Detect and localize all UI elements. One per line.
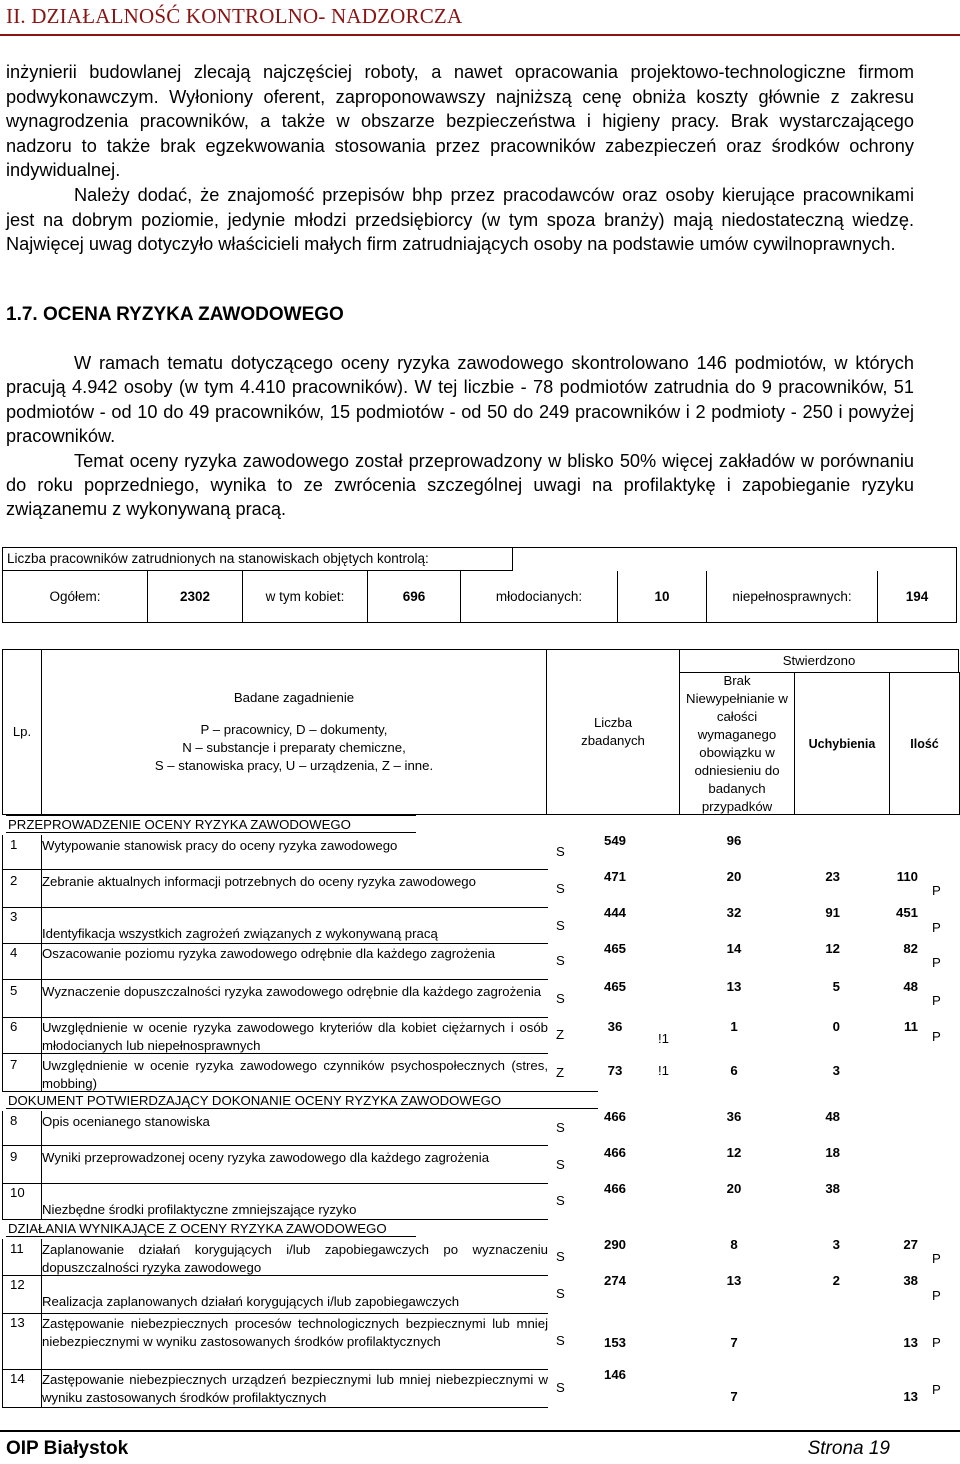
header-ilosc-text: Ilość — [910, 736, 939, 751]
row-count: 36 — [607, 1019, 623, 1034]
row-lp: 7 — [10, 1057, 18, 1072]
table-row — [2, 981, 960, 1017]
row-p-marker: P — [932, 1382, 941, 1397]
row-code: Z — [556, 1027, 565, 1042]
group-title: DZIAŁANIA WYNIKAJĄCE Z OCENY RYZYKA ZAWODOWEGO — [6, 1219, 416, 1237]
row-brak: 1 — [730, 1019, 738, 1034]
table-row-separator — [2, 1183, 548, 1184]
table-grid-line — [41, 1239, 42, 1407]
row-code: S — [556, 1333, 565, 1348]
row-code: S — [556, 1286, 565, 1301]
row-count: 153 — [603, 1335, 626, 1350]
header-brak — [679, 672, 795, 815]
header-count-text: Liczba zbadanych — [581, 715, 645, 748]
header-lp — [2, 649, 42, 815]
row-mark: !1 — [658, 1063, 669, 1078]
row-uchybienia: 48 — [825, 1109, 840, 1124]
row-brak: 36 — [726, 1109, 742, 1124]
row-brak: 14 — [726, 941, 742, 956]
stats-juvenile-label: młodocianych: — [495, 589, 583, 604]
section-paragraph-1: W ramach tematu dotyczącego oceny ryzyka zawodowego skontrolowano 146 podmiotów, w których pracują 4.942 osoby (w tym 4.410 pracowników). W tej liczbie - 78 podmiotów zatrudnia do 9 pracowników, 51 podmiotów - od 10 do 49 pracowników, 15 podmiotów - od 50 do 249 pracowników i 2 podmioty - 250 i powyżej pracowników. — [6, 353, 914, 447]
row-lp: 5 — [10, 983, 18, 998]
row-p-marker: P — [932, 1335, 941, 1350]
row-mark: !1 — [658, 1031, 669, 1046]
row-ilosc: 82 — [903, 941, 918, 956]
table-row — [2, 1313, 960, 1369]
table-row-separator — [2, 907, 548, 908]
row-uchybienia: 0 — [832, 1019, 840, 1034]
row-description: Zaplanowanie działań korygujących i/lub zapobiegawczych po wyznaczeniu dopuszczalności ryzyka zawodowego — [42, 1242, 548, 1275]
row-uchybienia: 12 — [825, 941, 840, 956]
row-description: Identyfikacja wszystkich zagrożeń związanych z wykonywaną pracą — [42, 926, 438, 941]
row-uchybienia: 38 — [825, 1181, 840, 1196]
table-row — [2, 871, 960, 907]
row-ilosc: 27 — [903, 1237, 918, 1252]
table-row — [2, 1369, 960, 1407]
intro-paragraph-2: Należy dodać, że znajomość przepisów bhp przez pracodawców oraz osoby kierujące pracownikami jest na dobrym poziomie, jedynie młodzi przedsiębiorcy (w tym spoza branży) mają niedostateczną wiedzę. Najwięcej uwag dotyczyło właścicieli małych firm zatrudniających osoby na podstawie umów cywilnoprawnych. — [6, 184, 914, 255]
table-row-separator — [2, 1313, 548, 1314]
row-uchybienia: 3 — [832, 1237, 840, 1252]
row-count: 471 — [603, 869, 626, 884]
row-brak: 32 — [726, 905, 742, 920]
table-row-separator — [2, 1145, 548, 1146]
row-description: Uwzględnienie w ocenie ryzyka zawodowego czynników psychospołecznych (stres, mobbing) — [42, 1058, 548, 1091]
row-count: 466 — [603, 1145, 626, 1160]
row-p-marker: P — [932, 1251, 941, 1266]
table-row-separator — [2, 1369, 548, 1370]
table-row — [2, 1111, 960, 1145]
row-count: 146 — [603, 1367, 626, 1382]
row-lp: 6 — [10, 1019, 18, 1034]
stats-women-label: w tym kobiet: — [265, 589, 345, 604]
table-row-separator — [2, 1091, 548, 1092]
row-description: Niezbędne środki profilaktyczne zmniejszające ryzyko — [42, 1202, 357, 1217]
row-uchybienia: 2 — [832, 1273, 840, 1288]
row-count: 290 — [603, 1237, 626, 1252]
table-row — [2, 1275, 960, 1313]
row-count: 466 — [603, 1109, 626, 1124]
header-topic-title: Badane zagadnienie — [233, 690, 355, 705]
row-code: S — [556, 881, 565, 896]
row-lp: 2 — [10, 873, 18, 888]
row-lp: 8 — [10, 1113, 18, 1128]
row-lp: 9 — [10, 1149, 18, 1164]
row-description: Wytypowanie stanowisk pracy do oceny ryzyka zawodowego — [42, 838, 398, 853]
table-grid-line — [41, 1111, 42, 1219]
row-ilosc: 110 — [896, 869, 918, 884]
header-topic-legend-2: N – substancje i preparaty chemiczne, — [182, 740, 406, 755]
table-row-separator — [2, 869, 548, 870]
chapter-title: II. DZIAŁALNOŚĆ KONTROLNO- NADZORCZA — [6, 4, 463, 28]
stats-women-value: 696 — [367, 571, 461, 622]
header-count — [546, 649, 680, 815]
table-row-separator — [2, 979, 548, 980]
row-lp: 10 — [10, 1185, 25, 1200]
row-ilosc: 38 — [903, 1273, 918, 1288]
row-brak: 12 — [726, 1145, 742, 1160]
footer-rule — [0, 1430, 960, 1432]
row-uchybienia: 3 — [832, 1063, 840, 1078]
row-p-marker: P — [932, 920, 941, 935]
row-brak: 20 — [726, 869, 742, 884]
row-ilosc: 13 — [903, 1335, 918, 1350]
table-row-separator — [2, 1053, 548, 1054]
row-brak: 7 — [730, 1389, 738, 1404]
table-row — [2, 835, 960, 869]
row-description: Realizacja zaplanowanych działań korygujących i/lub zapobiegawczych — [42, 1294, 460, 1309]
row-description: Zastępowanie niebezpiecznych procesów technologicznych bezpiecznymi lub mniej niebezpiecznymi w wyniku zastosowanych środków profilaktycznych — [42, 1316, 548, 1349]
row-code: S — [556, 1157, 565, 1172]
stats-caption: Liczba pracowników zatrudnionych na stanowiskach objętych kontrolą: — [3, 548, 513, 571]
row-p-marker: P — [932, 1029, 941, 1044]
table-row — [2, 1017, 960, 1053]
header-uchybienia — [794, 672, 890, 815]
stats-row — [3, 571, 956, 622]
row-lp: 13 — [10, 1315, 25, 1330]
row-brak: 13 — [726, 979, 742, 994]
row-lp: 1 — [10, 837, 18, 852]
row-count: 73 — [607, 1063, 623, 1078]
table-row-separator — [2, 1219, 548, 1220]
row-p-marker: P — [932, 955, 941, 970]
row-ilosc: 11 — [904, 1019, 918, 1034]
table-header — [2, 649, 960, 815]
row-count: 465 — [603, 979, 626, 994]
footer-page-number: Strona 19 — [807, 1438, 890, 1459]
row-brak: 7 — [730, 1335, 738, 1350]
row-description: Zebranie aktualnych informacji potrzebnych do oceny ryzyka zawodowego — [42, 874, 476, 889]
row-code: S — [556, 953, 565, 968]
row-description: Zastępowanie niebezpiecznych urządzeń bezpiecznymi lub mniej niebezpiecznymi w wyniku zastosowanych środków profilaktycznych — [42, 1372, 548, 1405]
row-ilosc: 48 — [903, 979, 918, 994]
header-uchybienia-text: Uchybienia — [808, 736, 876, 751]
row-brak: 96 — [726, 833, 742, 848]
table-row-separator — [2, 1017, 548, 1018]
row-ilosc: 13 — [903, 1389, 918, 1404]
header-ilosc — [889, 672, 960, 815]
table-row — [2, 907, 960, 945]
row-ilosc: 451 — [895, 905, 918, 920]
row-code: S — [556, 1249, 565, 1264]
header-stwierdzono-text: Stwierdzono — [782, 653, 856, 668]
row-description: Wyznaczenie dopuszczalności ryzyka zawodowego odrębnie dla każdego zagrożenia — [42, 984, 542, 999]
section-heading: 1.7. OCENA RYZYKA ZAWODOWEGO — [6, 304, 344, 325]
row-code: S — [556, 1193, 565, 1208]
header-lp-text: Lp. — [12, 724, 32, 739]
row-uchybienia: 5 — [832, 979, 840, 994]
row-brak: 6 — [730, 1063, 738, 1078]
intro-paragraph-1: inżynierii budowlanej zlecają najczęściej roboty, a nawet opracowania projektowo-technologiczne firmom podwykonawczym. Wyłoniony oferent, zaproponowawszy najniższą cenę obniża koszty głównie z zakresu wynagrodzenia pracowników, a także w obszarze bezpieczeństwa i higieny pracy. Brak wystarczającego nadzoru to także brak egzekwowania stosowania przez pracowników zabezpieczeń oraz środków ochrony indywidualnej. — [6, 62, 914, 181]
table-row — [2, 1239, 960, 1275]
row-code: S — [556, 1120, 565, 1135]
header-topic-legend-1: P – pracownicy, D – dokumenty, — [200, 722, 388, 737]
section-paragraph-2: Temat oceny ryzyka zawodowego został przeprowadzony w blisko 50% więcej zakładów w porównaniu do roku poprzedniego, wynika to ze zwrócenia szczególnej uwagi na profilaktykę i zapobieganie ryzyku związanemu z wykonywaną pracą. — [6, 450, 914, 520]
table-grid-line — [2, 1239, 3, 1407]
row-count: 466 — [603, 1181, 626, 1196]
page-footer — [0, 1430, 960, 1464]
row-count: 274 — [603, 1273, 626, 1288]
table-row-separator — [2, 1407, 548, 1408]
stats-juvenile-value: 10 — [617, 571, 707, 622]
row-p-marker: P — [932, 993, 941, 1008]
footer-office: OIP Białystok — [6, 1438, 129, 1459]
row-lp: 3 — [10, 909, 18, 924]
table-row — [2, 1147, 960, 1183]
header-topic — [41, 649, 547, 815]
row-code: S — [556, 1380, 565, 1395]
group-title: DOKUMENT POTWIERDZAJĄCY DOKONANIE OCENY RYZYKA ZAWODOWEGO — [6, 1091, 598, 1109]
row-p-marker: P — [932, 1288, 941, 1303]
row-description: Uwzględnienie w ocenie ryzyka zawodowego kryteriów dla kobiet ciężarnych i osób młodocianych lub niepełnosprawnych — [42, 1020, 548, 1053]
row-count: 549 — [603, 833, 626, 848]
row-lp: 14 — [10, 1371, 25, 1386]
row-uchybienia: 23 — [825, 869, 840, 884]
row-code: S — [556, 991, 565, 1006]
table-row — [2, 943, 960, 979]
row-code: S — [556, 844, 565, 859]
row-count: 465 — [603, 941, 626, 956]
intro-text — [6, 60, 914, 257]
header-brak-text: Brak Niewypełnianie w całości wymaganego obowiązku w odniesieniu do badanych przypadków — [686, 672, 788, 814]
row-code: Z — [556, 1065, 565, 1080]
row-brak: 20 — [726, 1181, 742, 1196]
row-description: Wyniki przeprowadzonej oceny ryzyka zawodowego dla każdego zagrożenia — [42, 1150, 490, 1165]
row-code: S — [556, 918, 565, 933]
table-row — [2, 1183, 960, 1219]
row-lp: 11 — [10, 1241, 24, 1256]
row-brak: 13 — [726, 1273, 742, 1288]
header-topic-legend-3: S – stanowiska pracy, U – urządzenia, Z – inne. — [154, 758, 434, 773]
row-lp: 12 — [10, 1277, 25, 1292]
stats-disabled-value: 194 — [877, 571, 956, 622]
page-header — [0, 0, 960, 36]
row-uchybienia: 18 — [825, 1145, 840, 1160]
row-count: 444 — [603, 905, 626, 920]
row-brak: 8 — [730, 1237, 738, 1252]
header-stwierdzono — [679, 649, 959, 673]
row-p-marker: P — [932, 883, 941, 898]
stats-total-value: 2302 — [147, 571, 243, 622]
row-uchybienia: 91 — [825, 905, 840, 920]
row-lp: 4 — [10, 945, 18, 960]
header-rule — [0, 34, 960, 36]
stats-disabled-label: niepełnosprawnych: — [732, 589, 852, 604]
employee-stats-box — [2, 547, 957, 623]
row-description: Oszacowanie poziomu ryzyka zawodowego odrębnie dla każdego zagrożenia — [42, 946, 496, 961]
stats-total-label: Ogółem: — [49, 589, 101, 604]
group-title: PRZEPROWADZENIE OCENY RYZYKA ZAWODOWEGO — [6, 815, 416, 833]
table-row-separator — [2, 943, 548, 944]
row-description: Opis ocenianego stanowiska — [42, 1114, 210, 1129]
table-grid-line — [2, 1111, 3, 1219]
table-row-separator — [2, 1275, 548, 1276]
section-text — [6, 351, 914, 522]
table-row — [2, 1055, 960, 1091]
